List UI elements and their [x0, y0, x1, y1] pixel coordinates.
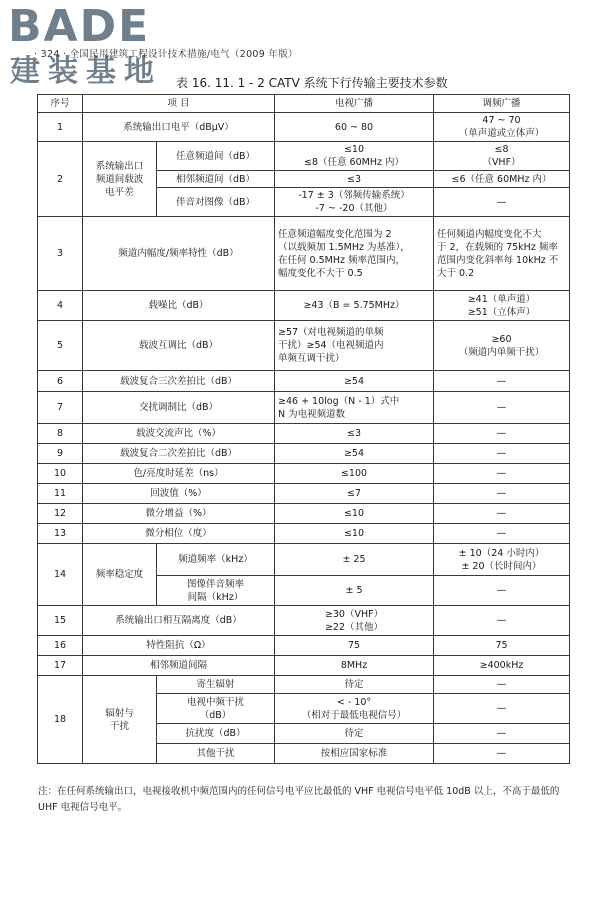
row-fm: — [434, 606, 570, 636]
row-item: 寄生辐射 [157, 676, 275, 694]
row-fm: 75 [434, 636, 570, 656]
row-item: 载噪比（dB） [83, 291, 275, 321]
row-item: 电视中频干扰 （dB） [157, 694, 275, 724]
row-tv: ≥54 [275, 371, 434, 392]
row-fm: — [434, 464, 570, 484]
row-no: 16 [38, 636, 83, 656]
row-tv: ≤10 [275, 524, 434, 544]
table-row [38, 321, 570, 371]
row-tv: ≥43（B = 5.75MHz） [275, 291, 434, 321]
row-group: 系统输出口 频道间载波 电平差 [83, 142, 157, 217]
table-row [38, 291, 570, 321]
row-item: 载波复合三次差拍比（dB） [83, 371, 275, 392]
watermark-logo-latin: BADE [8, 1, 151, 52]
table-row [38, 113, 570, 142]
table-header-row [38, 95, 570, 113]
row-tv: ± 5 [275, 576, 434, 606]
row-item: 微分相位（度） [83, 524, 275, 544]
row-fm: ± 10（24 小时内） ± 20（长时间内） [434, 544, 570, 576]
row-fm: — [434, 694, 570, 724]
row-no: 1 [38, 113, 83, 142]
table-row [38, 464, 570, 484]
row-no: 7 [38, 392, 83, 424]
row-item: 系统输出口相互隔离度（dB） [83, 606, 275, 636]
row-no: 3 [38, 217, 83, 291]
row-fm: — [434, 524, 570, 544]
row-fm: ≤6（任意 60MHz 内） [434, 171, 570, 188]
row-tv: ≤7 [275, 484, 434, 504]
row-item: 色/亮度时延差（ns） [83, 464, 275, 484]
row-fm: — [434, 504, 570, 524]
row-fm: ≥41（单声道） ≥51（立体声） [434, 291, 570, 321]
row-fm: — [434, 371, 570, 392]
watermark-logo-cjk: 建装基地 [10, 54, 162, 89]
row-tv: 8MHz [275, 656, 434, 676]
row-fm: ≥400kHz [434, 656, 570, 676]
header-item: 项 目 [83, 95, 275, 113]
row-no: 11 [38, 484, 83, 504]
row-group: 频率稳定度 [83, 544, 157, 606]
row-fm: — [434, 484, 570, 504]
table-row [38, 392, 570, 424]
row-tv: 任意频道幅度变化范围为 2 （以载频加 1.5MHz 为基准）， 在任何 0.5MHz 频率范围内， 幅度变化不大于 0.5 [275, 217, 434, 291]
table-row [38, 656, 570, 676]
row-tv: ≥57（对电视频道的单频 干扰）≥54（电视频道内 单频互调干扰） [275, 321, 434, 371]
table-row [38, 676, 570, 694]
row-item: 相邻频道间隔 [83, 656, 275, 676]
row-tv: ≤10 ≤8（任意 60MHz 内） [275, 142, 434, 171]
row-tv: 待定 [275, 724, 434, 744]
row-fm: — [434, 188, 570, 217]
row-no: 9 [38, 444, 83, 464]
row-no: 13 [38, 524, 83, 544]
row-tv: < - 10° （相对于最低电视信号） [275, 694, 434, 724]
row-tv: ≥30（VHF） ≥22（其他） [275, 606, 434, 636]
table-row [38, 636, 570, 656]
row-no: 12 [38, 504, 83, 524]
row-item: 载波交流声比（%） [83, 424, 275, 444]
row-fm: — [434, 724, 570, 744]
row-fm: — [434, 424, 570, 444]
row-item: 频道内幅度/频率特性（dB） [83, 217, 275, 291]
row-item: 交扰调制比（dB） [83, 392, 275, 424]
header-no: 序号 [38, 95, 83, 113]
row-tv: ≤100 [275, 464, 434, 484]
table-row [38, 142, 570, 171]
row-tv: ≤3 [275, 171, 434, 188]
header-tv: 电视广播 [275, 95, 434, 113]
row-item: 特性阻抗（Ω） [83, 636, 275, 656]
row-fm: 47 ~ 70 （单声道或立体声） [434, 113, 570, 142]
row-fm: — [434, 576, 570, 606]
row-no: 18 [38, 676, 83, 764]
running-head: · 324 · 全国民用建筑工程设计技术措施/电气（2009 年版） [34, 49, 298, 60]
table-row [38, 424, 570, 444]
row-fm: ≥60 （频道内单频干扰） [434, 321, 570, 371]
table-footnote: 注：在任何系统输出口，电视接收机中频范围内的任何信号电平应比最低的 VHF 电视信号电平低 10dB 以上，不高于最低的 UHF 电视信号电平。 [38, 786, 560, 813]
row-item: 频道频率（kHz） [157, 544, 275, 576]
row-tv: -17 ± 3（邻频传输系统） -7 ~ -20（其他） [275, 188, 434, 217]
row-tv: 按相应国家标准 [275, 744, 434, 764]
table-row [38, 217, 570, 291]
row-tv: ≥46 + 10log（N - 1）式中 N 为电视频道数 [275, 392, 434, 424]
row-item: 回波值（%） [83, 484, 275, 504]
row-tv: ≤10 [275, 504, 434, 524]
table-row [38, 504, 570, 524]
row-no: 17 [38, 656, 83, 676]
header-fm: 调频广播 [434, 95, 570, 113]
row-fm: — [434, 676, 570, 694]
row-tv: ± 25 [275, 544, 434, 576]
row-fm: ≤8 （VHF） [434, 142, 570, 171]
table-row [38, 606, 570, 636]
row-item: 抗扰度（dB） [157, 724, 275, 744]
table-row [38, 544, 570, 576]
row-item: 微分增益（%） [83, 504, 275, 524]
row-fm: — [434, 392, 570, 424]
table-row [38, 371, 570, 392]
row-no: 2 [38, 142, 83, 217]
row-item: 系统输出口电平（dBμV） [83, 113, 275, 142]
row-item: 载波互调比（dB） [83, 321, 275, 371]
row-item: 任意频道间（dB） [157, 142, 275, 171]
row-tv: 60 ~ 80 [275, 113, 434, 142]
row-no: 14 [38, 544, 83, 606]
row-fm: — [434, 444, 570, 464]
row-tv: 75 [275, 636, 434, 656]
row-item: 图像伴音频率 间隔（kHz） [157, 576, 275, 606]
table-row [38, 524, 570, 544]
spec-table [37, 94, 570, 764]
row-tv: ≥54 [275, 444, 434, 464]
row-item: 载波复合二次差拍比（dB） [83, 444, 275, 464]
row-no: 6 [38, 371, 83, 392]
row-no: 4 [38, 291, 83, 321]
row-item: 伴音对图像（dB） [157, 188, 275, 217]
row-no: 15 [38, 606, 83, 636]
row-fm: — [434, 744, 570, 764]
row-no: 10 [38, 464, 83, 484]
row-group: 辐射与 干扰 [83, 676, 157, 764]
row-tv: ≤3 [275, 424, 434, 444]
table-row [38, 444, 570, 464]
row-tv: 待定 [275, 676, 434, 694]
row-item: 其他干扰 [157, 744, 275, 764]
table-title: 表 16. 11. 1 - 2 CATV 系统下行传输主要技术参数 [176, 76, 448, 90]
row-no: 8 [38, 424, 83, 444]
row-item: 相邻频道间（dB） [157, 171, 275, 188]
row-fm: 任何频道内幅度变化不大 于 2，在载频的 75kHz 频率 范围内变化斜率每 10kHz 不 大于 0.2 [434, 217, 570, 291]
table-row [38, 484, 570, 504]
row-no: 5 [38, 321, 83, 371]
